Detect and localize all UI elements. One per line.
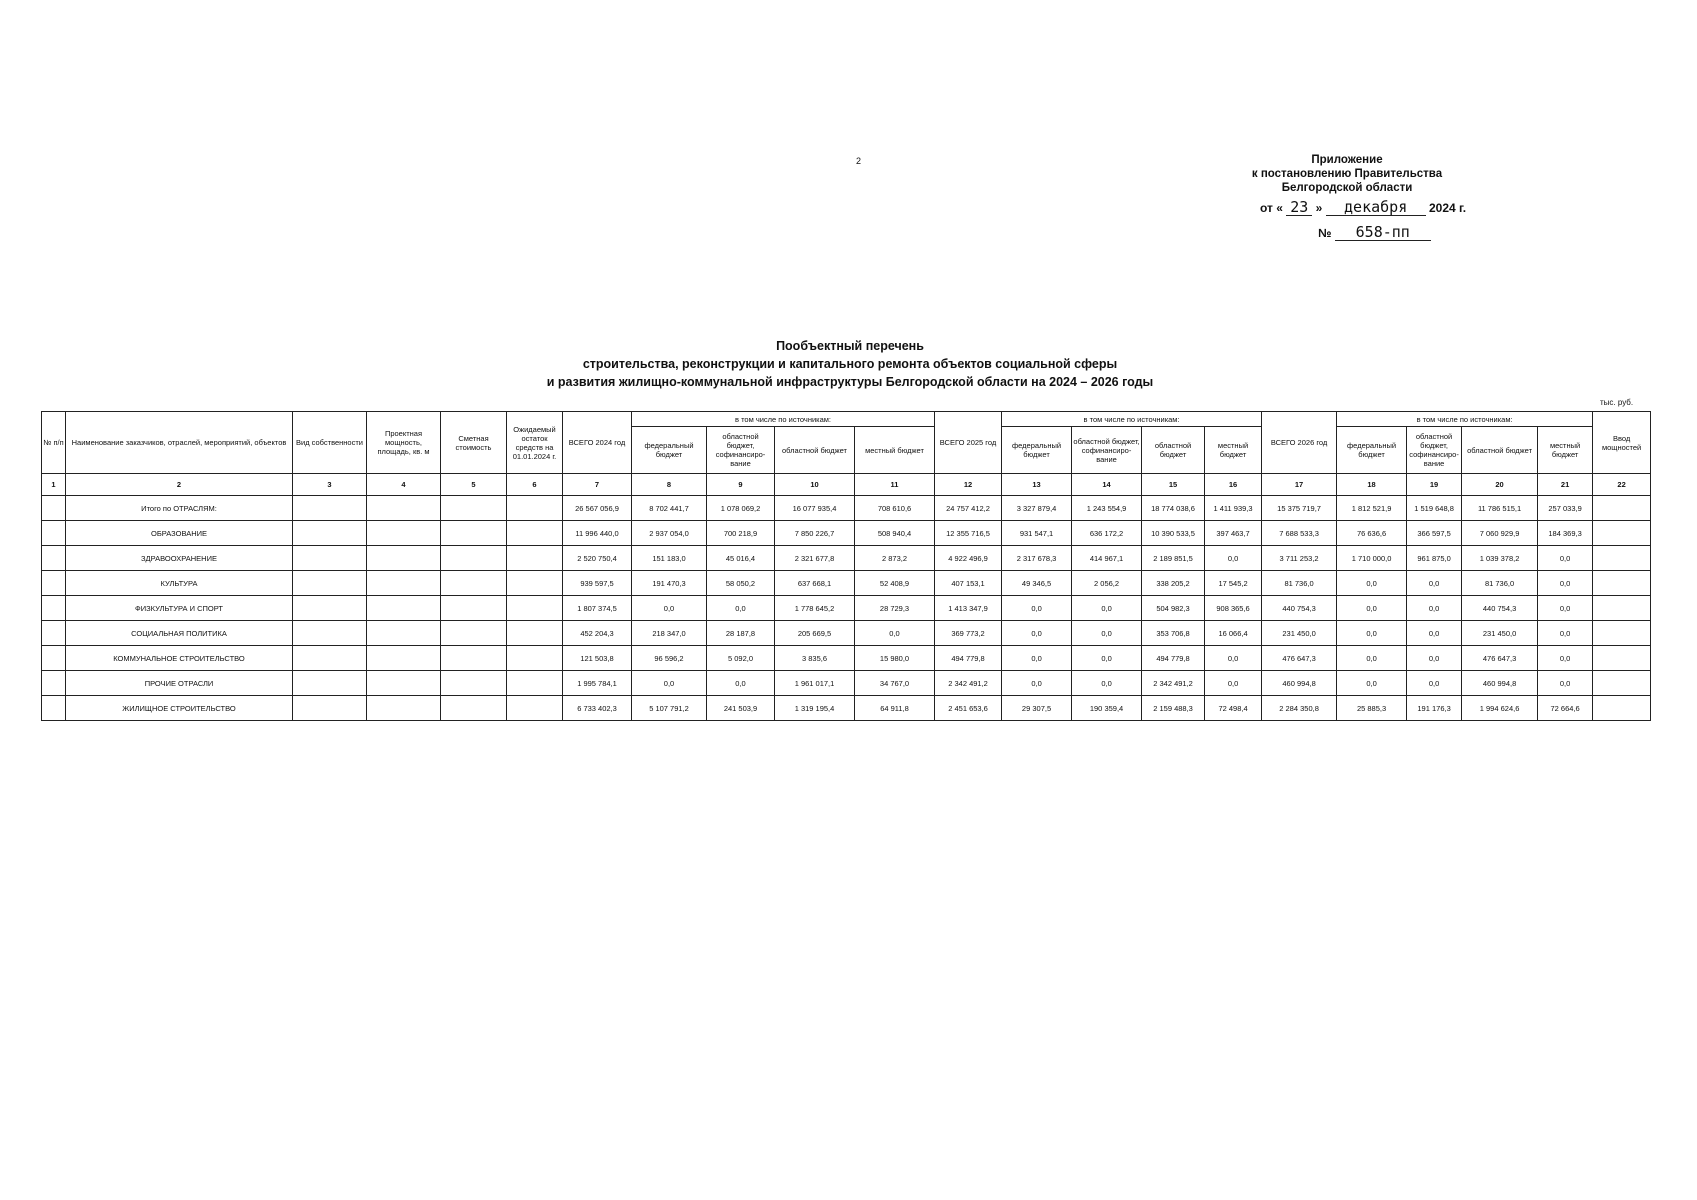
cell-value: 10 390 533,5 [1142, 521, 1205, 546]
cell-empty [293, 596, 367, 621]
cell-value: 0,0 [1072, 621, 1142, 646]
header-local-2025: местный бюджет [1205, 427, 1262, 474]
cell-value: 49 346,5 [1002, 571, 1072, 596]
cell-value: 26 567 056,9 [563, 496, 632, 521]
cell-value: 2 056,2 [1072, 571, 1142, 596]
column-number: 16 [1205, 474, 1262, 496]
cell-value: 2 342 491,2 [1142, 671, 1205, 696]
cell-commissioning [1593, 546, 1651, 571]
cell-value: 28 187,8 [707, 621, 775, 646]
cell-name: ОБРАЗОВАНИЕ [66, 521, 293, 546]
cell-value: 939 597,5 [563, 571, 632, 596]
cell-value: 397 463,7 [1205, 521, 1262, 546]
cell-value: 0,0 [1538, 546, 1593, 571]
cell-value: 0,0 [1072, 646, 1142, 671]
header-local-2026: местный бюджет [1538, 427, 1593, 474]
cell-empty [507, 521, 563, 546]
cell-value: 1 961 017,1 [775, 671, 855, 696]
header-row-1 [42, 412, 1651, 427]
appendix-line-3: Белгородской области [1281, 182, 1413, 194]
cell-value: 1 778 645,2 [775, 596, 855, 621]
column-number: 19 [1407, 474, 1462, 496]
cell-value: 1 519 648,8 [1407, 496, 1462, 521]
cell-value: 504 982,3 [1142, 596, 1205, 621]
cell-empty [293, 621, 367, 646]
cell-empty [441, 521, 507, 546]
cell-value: 2 321 677,8 [775, 546, 855, 571]
cell-empty [367, 521, 441, 546]
cell-value: 45 016,4 [707, 546, 775, 571]
cell-empty [507, 546, 563, 571]
cell-value: 190 359,4 [1072, 696, 1142, 721]
cell-value: 16 077 935,4 [775, 496, 855, 521]
header-cofin-2024: областной бюджет, софинансиро-вание [707, 427, 775, 474]
cell-value: 184 369,3 [1538, 521, 1593, 546]
cell-value: 3 327 879,4 [1002, 496, 1072, 521]
header-total-2024: ВСЕГО 2024 год [563, 412, 632, 474]
cell-value: 908 365,6 [1205, 596, 1262, 621]
cell-value: 1 994 624,6 [1462, 696, 1538, 721]
cell-value: 0,0 [1538, 596, 1593, 621]
header-cofin-2026: областной бюджет, софинансиро-вание [1407, 427, 1462, 474]
cell-value: 0,0 [1072, 671, 1142, 696]
cell-num [42, 521, 66, 546]
cell-empty [441, 646, 507, 671]
cell-value: 25 885,3 [1337, 696, 1407, 721]
column-number: 15 [1142, 474, 1205, 496]
cell-value: 0,0 [1407, 646, 1462, 671]
table-row [42, 521, 1651, 546]
cell-value: 440 754,3 [1462, 596, 1538, 621]
cell-value: 241 503,9 [707, 696, 775, 721]
cell-empty [507, 496, 563, 521]
column-number: 14 [1072, 474, 1142, 496]
cell-value: 0,0 [1337, 671, 1407, 696]
cell-value: 29 307,5 [1002, 696, 1072, 721]
header-remainder: Ожидаемый остаток средств на 01.01.2024 г. [507, 412, 563, 474]
cell-empty [367, 546, 441, 571]
cell-empty [367, 571, 441, 596]
date-prefix: от « [1260, 201, 1283, 215]
cell-value: 231 450,0 [1462, 621, 1538, 646]
table-body [42, 474, 1651, 721]
date-mid: » [1315, 201, 1323, 215]
cell-value: 637 668,1 [775, 571, 855, 596]
header-local-2024: местный бюджет [855, 427, 935, 474]
decree-date [1260, 200, 1466, 216]
cell-name: КОММУНАЛЬНОЕ СТРОИТЕЛЬСТВО [66, 646, 293, 671]
cell-value: 5 107 791,2 [632, 696, 707, 721]
column-number: 5 [441, 474, 507, 496]
cell-num [42, 496, 66, 521]
cell-value: 353 706,8 [1142, 621, 1205, 646]
cell-empty [441, 671, 507, 696]
title-line-1: Пообъектный перечень [776, 339, 924, 353]
page-number: 2 [856, 156, 862, 166]
cell-value: 64 911,8 [855, 696, 935, 721]
date-day: 23 [1286, 200, 1312, 216]
header-regional-2025: областной бюджет [1142, 427, 1205, 474]
table-row [42, 671, 1651, 696]
cell-empty [507, 646, 563, 671]
cell-commissioning [1593, 571, 1651, 596]
cell-empty [507, 671, 563, 696]
cell-value: 1 995 784,1 [563, 671, 632, 696]
cell-value: 3 711 253,2 [1262, 546, 1337, 571]
cell-empty [507, 696, 563, 721]
cell-value: 407 153,1 [935, 571, 1002, 596]
cell-value: 0,0 [1002, 621, 1072, 646]
title-line-3: и развития жилищно-коммунальной инфраструктуры Белгородской области на 2024 – 2026 годы [546, 375, 1154, 389]
cell-value: 508 940,4 [855, 521, 935, 546]
cell-empty [441, 696, 507, 721]
cell-value: 1 078 069,2 [707, 496, 775, 521]
budget-table [41, 411, 1651, 721]
appendix-line-2: к постановлению Правительства [1251, 168, 1443, 180]
cell-num [42, 596, 66, 621]
column-number: 4 [367, 474, 441, 496]
cell-value: 2 159 488,3 [1142, 696, 1205, 721]
header-capacity: Проектная мощность, площадь, кв. м [367, 412, 441, 474]
cell-value: 961 875,0 [1407, 546, 1462, 571]
cell-value: 2 342 491,2 [935, 671, 1002, 696]
title-line-2: строительства, реконструкции и капитального ремонта объектов социальной сферы [582, 357, 1118, 371]
header-federal-2026: федеральный бюджет [1337, 427, 1407, 474]
table-row [42, 696, 1651, 721]
unit-label: тыс. руб. [1600, 398, 1634, 407]
cell-value: 0,0 [1407, 621, 1462, 646]
cell-value: 81 736,0 [1462, 571, 1538, 596]
cell-empty [441, 571, 507, 596]
cell-value: 0,0 [1407, 571, 1462, 596]
cell-value: 6 733 402,3 [563, 696, 632, 721]
cell-value: 8 702 441,7 [632, 496, 707, 521]
column-number: 7 [563, 474, 632, 496]
cell-value: 7 060 929,9 [1462, 521, 1538, 546]
cell-empty [507, 571, 563, 596]
header-sources-2026: в том числе по источникам: [1337, 412, 1593, 427]
cell-commissioning [1593, 496, 1651, 521]
cell-value: 2 451 653,6 [935, 696, 1002, 721]
cell-value: 28 729,3 [855, 596, 935, 621]
cell-name: ЗДРАВООХРАНЕНИЕ [66, 546, 293, 571]
column-number: 9 [707, 474, 775, 496]
cell-value: 0,0 [1205, 671, 1262, 696]
cell-value: 0,0 [632, 671, 707, 696]
cell-value: 11 996 440,0 [563, 521, 632, 546]
cell-empty [293, 696, 367, 721]
cell-value: 0,0 [855, 621, 935, 646]
cell-value: 0,0 [1538, 571, 1593, 596]
cell-value: 0,0 [1407, 596, 1462, 621]
cell-value: 2 520 750,4 [563, 546, 632, 571]
cell-value: 24 757 412,2 [935, 496, 1002, 521]
cell-empty [441, 596, 507, 621]
cell-value: 0,0 [1538, 671, 1593, 696]
cell-value: 0,0 [1205, 546, 1262, 571]
cell-empty [367, 671, 441, 696]
table-row [42, 646, 1651, 671]
cell-value: 72 664,6 [1538, 696, 1593, 721]
cell-empty [367, 596, 441, 621]
cell-commissioning [1593, 671, 1651, 696]
cell-name: ФИЗКУЛЬТУРА И СПОРТ [66, 596, 293, 621]
cell-value: 460 994,8 [1262, 671, 1337, 696]
cell-num [42, 571, 66, 596]
cell-empty [367, 696, 441, 721]
column-number: 10 [775, 474, 855, 496]
cell-num [42, 696, 66, 721]
cell-empty [367, 646, 441, 671]
cell-value: 1 411 939,3 [1205, 496, 1262, 521]
cell-value: 18 774 038,6 [1142, 496, 1205, 521]
decree-number [1318, 225, 1431, 241]
table-row [42, 546, 1651, 571]
column-number: 20 [1462, 474, 1538, 496]
date-month: декабря [1326, 200, 1426, 216]
cell-value: 0,0 [1538, 621, 1593, 646]
cell-empty [507, 596, 563, 621]
cell-value: 476 647,3 [1262, 646, 1337, 671]
cell-commissioning [1593, 596, 1651, 621]
cell-num [42, 546, 66, 571]
cell-value: 0,0 [1407, 671, 1462, 696]
cell-value: 191 470,3 [632, 571, 707, 596]
cell-empty [293, 646, 367, 671]
cell-value: 0,0 [1002, 646, 1072, 671]
cell-value: 700 218,9 [707, 521, 775, 546]
column-number: 3 [293, 474, 367, 496]
column-number: 13 [1002, 474, 1072, 496]
cell-name: Итого по ОТРАСЛЯМ: [66, 496, 293, 521]
column-number: 8 [632, 474, 707, 496]
cell-empty [367, 496, 441, 521]
cell-value: 1 039 378,2 [1462, 546, 1538, 571]
header-regional-2024: областной бюджет [775, 427, 855, 474]
header-regional-2026: областной бюджет [1462, 427, 1538, 474]
cell-value: 2 189 851,5 [1142, 546, 1205, 571]
cell-commissioning [1593, 521, 1651, 546]
cell-value: 17 545,2 [1205, 571, 1262, 596]
cell-value: 151 183,0 [632, 546, 707, 571]
cell-value: 494 779,8 [935, 646, 1002, 671]
cell-value: 0,0 [1002, 596, 1072, 621]
table-row [42, 571, 1651, 596]
header-commissioning: Ввод мощностей [1593, 412, 1651, 474]
cell-name: ПРОЧИЕ ОТРАСЛИ [66, 671, 293, 696]
cell-num [42, 671, 66, 696]
cell-value: 231 450,0 [1262, 621, 1337, 646]
header-cofin-2025: областной бюджет, софинансиро-вание [1072, 427, 1142, 474]
cell-value: 4 922 496,9 [935, 546, 1002, 571]
cell-empty [293, 496, 367, 521]
column-number: 1 [42, 474, 66, 496]
header-total-2025: ВСЕГО 2025 год [935, 412, 1002, 474]
cell-value: 2 873,2 [855, 546, 935, 571]
header-num: № п/п [42, 412, 66, 474]
header-sources-2024: в том числе по источникам: [632, 412, 935, 427]
cell-value: 0,0 [1337, 646, 1407, 671]
column-number-row [42, 474, 1651, 496]
cell-value: 0,0 [1072, 596, 1142, 621]
cell-value: 2 937 054,0 [632, 521, 707, 546]
cell-value: 1 243 554,9 [1072, 496, 1142, 521]
number-value: 658-пп [1335, 225, 1431, 241]
cell-name: ЖИЛИЩНОЕ СТРОИТЕЛЬСТВО [66, 696, 293, 721]
cell-empty [293, 546, 367, 571]
column-number: 18 [1337, 474, 1407, 496]
cell-value: 2 284 350,8 [1262, 696, 1337, 721]
header-federal-2024: федеральный бюджет [632, 427, 707, 474]
table-row [42, 596, 1651, 621]
cell-commissioning [1593, 696, 1651, 721]
cell-value: 205 669,5 [775, 621, 855, 646]
cell-value: 58 050,2 [707, 571, 775, 596]
cell-value: 708 610,6 [855, 496, 935, 521]
table-row [42, 496, 1651, 521]
appendix-block [1232, 153, 1462, 195]
cell-empty [367, 621, 441, 646]
number-prefix: № [1318, 226, 1332, 240]
cell-value: 0,0 [707, 671, 775, 696]
header-total-2026: ВСЕГО 2026 год [1262, 412, 1337, 474]
cell-value: 52 408,9 [855, 571, 935, 596]
cell-value: 0,0 [1337, 596, 1407, 621]
cell-value: 494 779,8 [1142, 646, 1205, 671]
cell-value: 1 319 195,4 [775, 696, 855, 721]
cell-value: 369 773,2 [935, 621, 1002, 646]
cell-value: 218 347,0 [632, 621, 707, 646]
cell-empty [441, 621, 507, 646]
cell-value: 440 754,3 [1262, 596, 1337, 621]
cell-empty [293, 571, 367, 596]
cell-value: 0,0 [1002, 671, 1072, 696]
table-row [42, 621, 1651, 646]
cell-value: 1 807 374,5 [563, 596, 632, 621]
cell-value: 16 066,4 [1205, 621, 1262, 646]
cell-value: 476 647,3 [1462, 646, 1538, 671]
header-cost: Сметная стоимость [441, 412, 507, 474]
column-number: 12 [935, 474, 1002, 496]
column-number: 2 [66, 474, 293, 496]
column-number: 11 [855, 474, 935, 496]
column-number: 6 [507, 474, 563, 496]
column-number: 22 [1593, 474, 1651, 496]
cell-value: 0,0 [1205, 646, 1262, 671]
cell-value: 414 967,1 [1072, 546, 1142, 571]
cell-value: 5 092,0 [707, 646, 775, 671]
cell-value: 636 172,2 [1072, 521, 1142, 546]
cell-empty [441, 496, 507, 521]
cell-commissioning [1593, 646, 1651, 671]
cell-value: 0,0 [1538, 646, 1593, 671]
cell-value: 15 375 719,7 [1262, 496, 1337, 521]
cell-value: 257 033,9 [1538, 496, 1593, 521]
cell-value: 1 413 347,9 [935, 596, 1002, 621]
column-number: 21 [1538, 474, 1593, 496]
cell-value: 81 736,0 [1262, 571, 1337, 596]
cell-value: 0,0 [1337, 571, 1407, 596]
cell-value: 1 812 521,9 [1337, 496, 1407, 521]
cell-value: 7 688 533,3 [1262, 521, 1337, 546]
cell-value: 191 176,3 [1407, 696, 1462, 721]
cell-value: 34 767,0 [855, 671, 935, 696]
cell-value: 11 786 515,1 [1462, 496, 1538, 521]
cell-value: 452 204,3 [563, 621, 632, 646]
cell-value: 0,0 [707, 596, 775, 621]
header-federal-2025: федеральный бюджет [1002, 427, 1072, 474]
cell-value: 338 205,2 [1142, 571, 1205, 596]
cell-empty [441, 546, 507, 571]
cell-name: КУЛЬТУРА [66, 571, 293, 596]
appendix-line-1: Приложение [1311, 154, 1383, 166]
column-number: 17 [1262, 474, 1337, 496]
header-sources-2025: в том числе по источникам: [1002, 412, 1262, 427]
cell-value: 121 503,8 [563, 646, 632, 671]
cell-empty [293, 521, 367, 546]
document-title [400, 337, 1300, 391]
cell-value: 931 547,1 [1002, 521, 1072, 546]
cell-value: 96 596,2 [632, 646, 707, 671]
cell-value: 72 498,4 [1205, 696, 1262, 721]
cell-value: 15 980,0 [855, 646, 935, 671]
cell-num [42, 646, 66, 671]
cell-empty [293, 671, 367, 696]
cell-value: 2 317 678,3 [1002, 546, 1072, 571]
header-ownership: Вид собственности [293, 412, 367, 474]
cell-value: 12 355 716,5 [935, 521, 1002, 546]
date-year: 2024 г. [1428, 201, 1467, 215]
cell-value: 460 994,8 [1462, 671, 1538, 696]
cell-empty [507, 621, 563, 646]
cell-value: 366 597,5 [1407, 521, 1462, 546]
header-name: Наименование заказчиков, отраслей, мероприятий, объектов [66, 412, 293, 474]
cell-value: 7 850 226,7 [775, 521, 855, 546]
cell-name: СОЦИАЛЬНАЯ ПОЛИТИКА [66, 621, 293, 646]
cell-commissioning [1593, 621, 1651, 646]
cell-value: 76 636,6 [1337, 521, 1407, 546]
cell-value: 3 835,6 [775, 646, 855, 671]
cell-num [42, 621, 66, 646]
cell-value: 0,0 [632, 596, 707, 621]
cell-value: 1 710 000,0 [1337, 546, 1407, 571]
cell-value: 0,0 [1337, 621, 1407, 646]
